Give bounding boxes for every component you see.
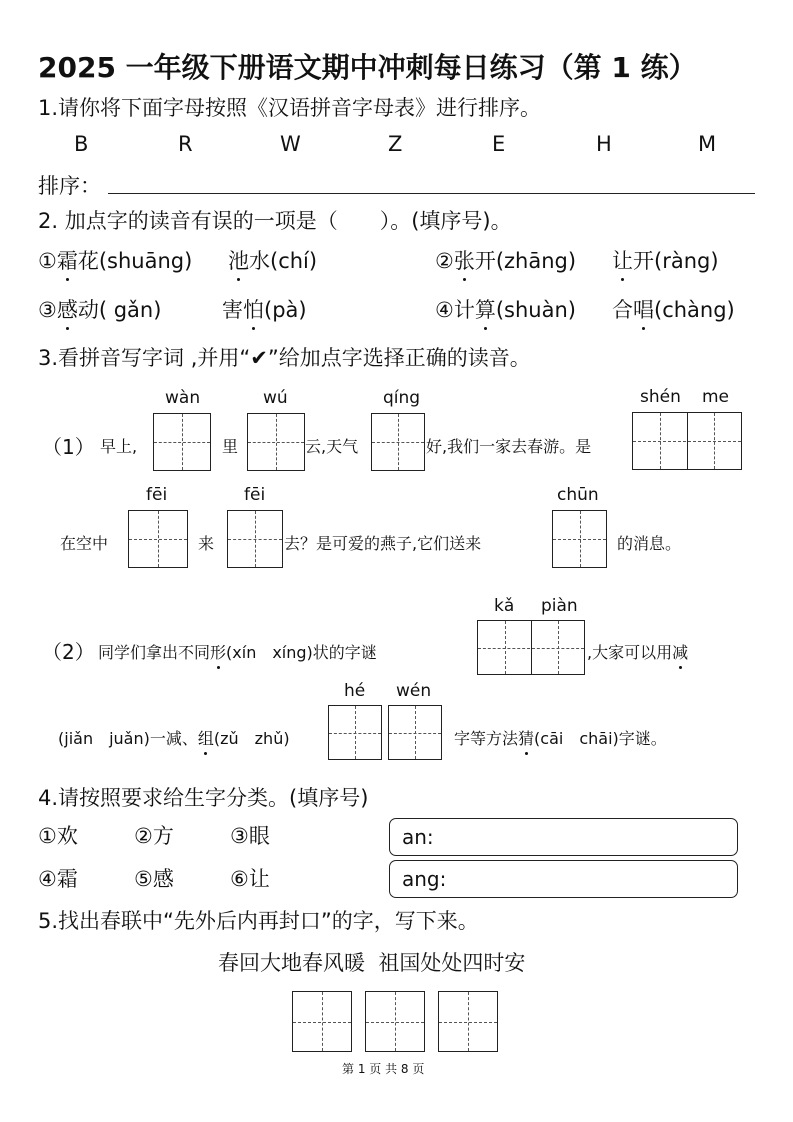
q2-option: ②张开(zhāng)	[435, 245, 576, 275]
pinyin: wú	[263, 388, 288, 408]
q5-prompt: 5.找出春联中“先外后内再封口”的字，写下来。	[38, 909, 479, 933]
q2-option: ④计算(shuàn)	[435, 294, 576, 324]
char-item: ①欢	[38, 824, 78, 848]
sentence-text: (jiǎn juǎn)一减、组(zǔ zhǔ)	[58, 726, 290, 749]
letter: H	[596, 132, 612, 156]
letter: E	[492, 132, 506, 156]
sentence-text: 云,天气	[305, 437, 359, 456]
sentence-text: 来	[198, 534, 215, 553]
sentence-text: 同学们拿出不同形(xín xíng)状的字谜	[98, 640, 377, 663]
writing-box[interactable]	[365, 991, 425, 1052]
writing-box[interactable]	[292, 991, 352, 1052]
char-item: ④霜	[38, 867, 78, 891]
writing-box[interactable]	[371, 413, 425, 471]
pinyin: wén	[396, 681, 432, 701]
couplet: 春回大地春风暖 祖国处处四时安	[218, 951, 526, 975]
ang-label: ang:	[402, 867, 447, 891]
q2-prompt: 2. 加点字的读音有误的一项是（ ）。(填序号)。	[38, 209, 512, 233]
letter: W	[280, 132, 301, 156]
sentence-text: ,大家可以用减	[587, 640, 688, 663]
answer-line[interactable]	[108, 193, 755, 194]
part-label: （1）	[42, 435, 95, 459]
letter: R	[178, 132, 193, 156]
char-item: ⑥让	[230, 867, 270, 891]
an-answer-box[interactable]	[389, 818, 738, 856]
pinyin: me	[702, 387, 730, 407]
char-item: ③眼	[230, 824, 270, 848]
sort-label: 排序：	[38, 174, 101, 198]
char-item: ⑤感	[134, 867, 174, 891]
q2-option: 合唱(chàng)	[612, 294, 735, 324]
q2-option: ③感动( gǎn)	[38, 294, 161, 324]
pinyin: hé	[344, 681, 366, 701]
sentence-text: 字等方法猜(cāi chāi)字谜。	[454, 726, 667, 749]
pinyin: qíng	[383, 388, 421, 408]
letter: B	[74, 132, 89, 156]
pinyin: wàn	[165, 388, 201, 408]
writing-box[interactable]	[153, 413, 211, 471]
writing-box-double[interactable]	[632, 412, 742, 470]
sentence-text: 早上,	[100, 437, 138, 456]
page-title: 2025 一年级下册语文期中冲刺每日练习（第 1 练）	[38, 51, 697, 84]
writing-box[interactable]	[128, 510, 188, 568]
sentence-text: 好,我们一家去春游。是	[426, 437, 592, 456]
writing-box[interactable]	[247, 413, 305, 471]
pinyin: chūn	[557, 485, 599, 505]
writing-box-double[interactable]	[477, 620, 585, 675]
char-item: ②方	[134, 824, 174, 848]
sentence-text: 里	[222, 437, 239, 456]
page-footer: 第 1 页 共 8 页	[342, 1062, 425, 1076]
writing-box[interactable]	[328, 705, 382, 760]
q2-option: 让开(ràng)	[612, 245, 719, 275]
q2-option: ①霜花(shuāng)	[38, 245, 192, 275]
sentence-text: 的消息。	[617, 534, 682, 553]
pinyin: fēi	[244, 485, 266, 505]
q2-option: 池水(chí)	[228, 245, 317, 275]
q2-option: 害怕(pà)	[222, 294, 307, 324]
sentence-text: 在空中	[60, 534, 109, 553]
q1-prompt: 1.请你将下面字母按照《汉语拼音字母表》进行排序。	[38, 96, 542, 120]
sentence-text: 去？是可爱的燕子,它们送来	[284, 534, 482, 553]
letter: Z	[388, 132, 403, 156]
pinyin: shén	[640, 387, 681, 407]
writing-box[interactable]	[388, 705, 442, 760]
letter: M	[698, 132, 717, 156]
q4-prompt: 4.请按照要求给生字分类。(填序号)	[38, 786, 369, 810]
writing-box[interactable]	[438, 991, 498, 1052]
part-label: （2）	[42, 640, 95, 664]
writing-box[interactable]	[227, 510, 283, 568]
an-label: an:	[402, 825, 434, 849]
pinyin: fēi	[146, 485, 168, 505]
pinyin: piàn	[541, 596, 578, 616]
pinyin: kǎ	[494, 596, 515, 616]
writing-box[interactable]	[552, 510, 607, 568]
ang-answer-box[interactable]	[389, 860, 738, 898]
q3-prompt: 3.看拼音写字词 ,并用“✔”给加点字选择正确的读音。	[38, 346, 531, 370]
